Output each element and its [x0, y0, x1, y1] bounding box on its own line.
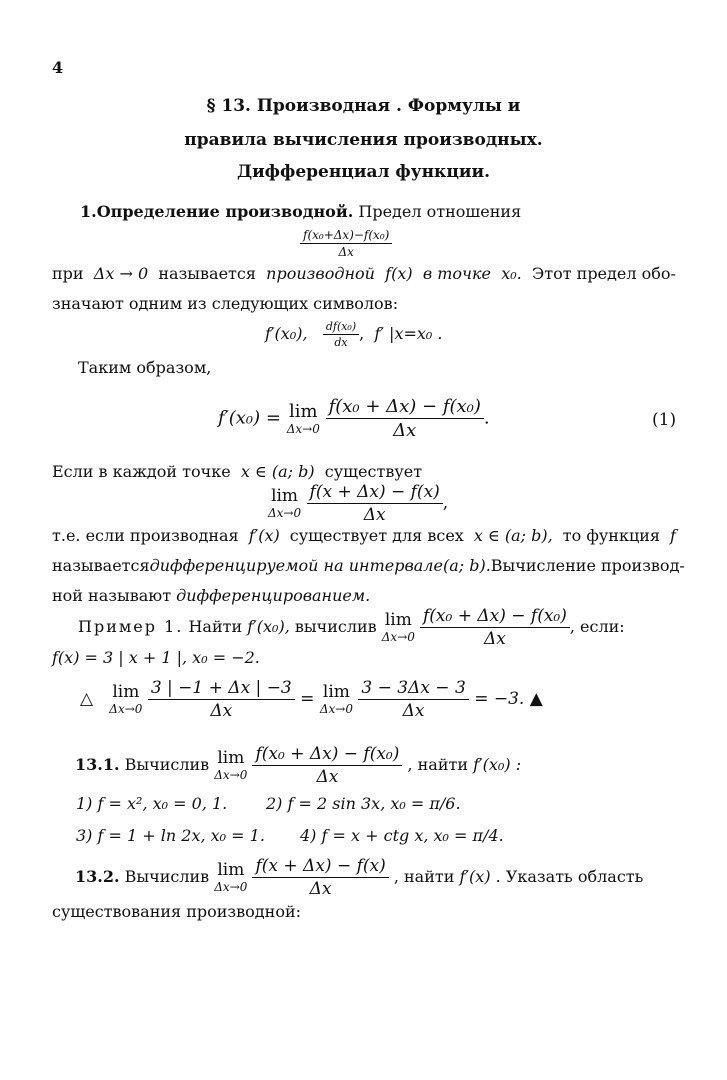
example-1-given: f(x) = 3 | x + 1 |, x₀ = −2.: [52, 648, 260, 667]
definition-line-2: [52, 264, 676, 283]
formula-1-lim: lim: [288, 400, 318, 422]
exists-line: [52, 462, 422, 481]
exercise-13-1-by: Вычислив: [124, 755, 210, 774]
text-nazyvaetsya: называется: [158, 264, 256, 283]
exercise-13-2-find: , найти: [393, 867, 455, 886]
formula-1-lhs: f′(x₀) =: [218, 407, 281, 429]
exists-post: существует: [324, 462, 423, 481]
exercise-13-1-denominator: Δx: [316, 767, 339, 787]
exercise-13-2-lim-sub: Δx→0: [214, 880, 248, 894]
exercise-13-1-find: , найти: [407, 755, 469, 774]
solution-numerator-2: 3 − 3Δx − 3: [358, 678, 468, 700]
exists-denominator: Δx: [363, 505, 386, 525]
section-heading-line-2: правила вычисления производных.: [184, 130, 543, 150]
diff-line-2: [52, 556, 685, 575]
math-fx: f(x): [385, 264, 413, 283]
formula-1-denominator: Δx: [393, 420, 417, 441]
section-heading-line-3: Дифференциал функции.: [236, 162, 491, 182]
exercise-13-1-target: f′(x₀) :: [473, 755, 522, 774]
solution-lim-1-sub: Δx→0: [109, 702, 143, 716]
formula-1-tag: (1): [652, 410, 677, 430]
diff-l1-f: f: [670, 526, 676, 545]
exercise-13-1: [75, 744, 521, 787]
symbol-df-numerator: df(x₀): [323, 320, 359, 335]
example-1-if: , если:: [569, 617, 625, 636]
solution-equals: =: [300, 689, 315, 709]
symbol-f-prime-at: f′ |x=x₀ .: [374, 324, 443, 343]
diff-l2-interval: (a; b).: [442, 556, 491, 575]
solution-lim-2: lim: [322, 682, 350, 702]
exists-lim-sub: Δx→0: [268, 506, 302, 520]
exists-condition: x ∈ (a; b): [240, 462, 315, 481]
example-1-lim: lim: [384, 610, 412, 630]
exercise-13-2-numerator: f(x + Δx) − f(x): [252, 856, 388, 878]
formula-1: [218, 396, 490, 441]
math-dx-to-0: Δx → 0: [93, 264, 149, 283]
diff-l1-fx: f′(x): [248, 526, 280, 545]
definition-intro: Предел отношения: [358, 202, 522, 221]
text-pri: при: [52, 264, 84, 283]
exists-comma: ,: [442, 493, 449, 513]
example-1-statement: [78, 606, 625, 649]
example-1-target: f′(x₀),: [247, 617, 290, 636]
example-1-lim-sub: Δx→0: [381, 630, 415, 644]
example-1-label: Пример 1.: [78, 617, 184, 636]
exercise-13-2-lim: lim: [217, 860, 245, 880]
exercise-13-1-lim-sub: Δx→0: [214, 768, 248, 782]
example-1-numerator: f(x₀ + Δx) − f(x₀): [420, 606, 570, 628]
exercise-13-1-numerator: f(x₀ + Δx) − f(x₀): [252, 744, 402, 766]
solution-lim-2-sub: Δx→0: [319, 702, 353, 716]
formula-1-numerator: f(x₀ + Δx) − f(x₀): [326, 396, 484, 419]
page-number: 4: [52, 58, 64, 77]
term-differentiation: дифференцированием.: [176, 586, 371, 605]
exercise-13-1-item-3: 3) f = 1 + ln 2x, x₀ = 1.: [76, 826, 265, 845]
definition-title: 1.Определение производной.: [80, 202, 354, 221]
solution-result: = −3.: [474, 689, 525, 709]
term-at-point: в точке: [422, 264, 492, 283]
diff-l3-a: ной называют: [52, 586, 172, 605]
exercise-13-2-target: f′(x): [459, 867, 491, 886]
math-x0: x₀.: [501, 264, 522, 283]
derivative-symbols: f′(x₀), $\frac{\text{df(x₀)}}{dx}$ , f′ |x=x₀ .: [265, 320, 443, 349]
solution-lim-1: lim: [112, 682, 140, 702]
exercise-13-2-denominator: Δx: [309, 879, 332, 899]
definition-line-3: значают одним из следующих символов:: [52, 294, 399, 313]
exercise-13-2-by: Вычислив: [124, 867, 210, 886]
exists-limit: [268, 482, 448, 525]
ratio-denominator: Δx: [338, 245, 354, 259]
solution-numerator-1: 3 | −1 + Δx | −3: [148, 678, 295, 700]
solution-denominator-2: Δx: [402, 701, 425, 721]
definition-ratio: [300, 228, 392, 259]
diff-l1-c: то функция: [562, 526, 660, 545]
exists-lim: lim: [271, 486, 299, 506]
diff-l1-a: т.е. если производная: [52, 526, 239, 545]
symbol-f-prime: f′(x₀),: [265, 324, 308, 343]
formula-1-lim-sub: Δx→0: [286, 421, 320, 436]
diff-l2-b: Вычисление производ-: [490, 556, 685, 575]
example-1-denominator: Δx: [483, 629, 506, 649]
thus-text: Таким образом,: [78, 358, 212, 377]
exercise-13-1-number: 13.1.: [75, 755, 120, 774]
definition-first-line: [80, 202, 521, 221]
solution-denominator-1: Δx: [210, 701, 233, 721]
diff-line-1: [52, 526, 676, 545]
exists-numerator: f(x + Δx) − f(x): [307, 482, 443, 504]
solution-end-icon: ▲: [529, 689, 543, 709]
symbol-df-denominator: dx: [334, 336, 348, 349]
exercise-13-2: [75, 856, 643, 899]
ratio-numerator: f(x₀+Δx)−f(x₀): [300, 228, 392, 244]
exercise-13-2-post: . Указать область: [495, 867, 644, 886]
exercise-13-2-number: 13.2.: [75, 867, 120, 886]
exercise-13-1-item-4: 4) f = x + ctg x, x₀ = π/4.: [300, 826, 504, 845]
exercise-13-2-line-2: существования производной:: [52, 902, 301, 921]
example-1-solution: [80, 678, 543, 721]
exercise-13-1-item-2: 2) f = 2 sin 3x, x₀ = π/6.: [266, 794, 461, 813]
diff-line-3: [52, 586, 370, 605]
diff-l1-cond: x ∈ (a; b),: [473, 526, 553, 545]
text-limit-designation: Этот предел обо-: [531, 264, 676, 283]
exercise-13-1-item-1: 1) f = x², x₀ = 0, 1.: [76, 794, 228, 813]
term-differentiable: дифференцируемой на интервале: [149, 556, 443, 575]
diff-l1-b: существует для всех: [289, 526, 464, 545]
example-1-find: Найти: [188, 617, 243, 636]
example-1-by: вычислив: [294, 617, 377, 636]
formula-1-dot: .: [483, 407, 490, 429]
exists-pre: Если в каждой точке: [52, 462, 231, 481]
exercise-13-1-lim: lim: [217, 748, 245, 768]
section-heading-line-1: § 13. Производная . Формулы и: [206, 96, 521, 116]
diff-l2-a: называется: [52, 556, 150, 575]
solution-start-icon: △: [80, 689, 94, 709]
term-derivative: производной: [266, 264, 375, 283]
